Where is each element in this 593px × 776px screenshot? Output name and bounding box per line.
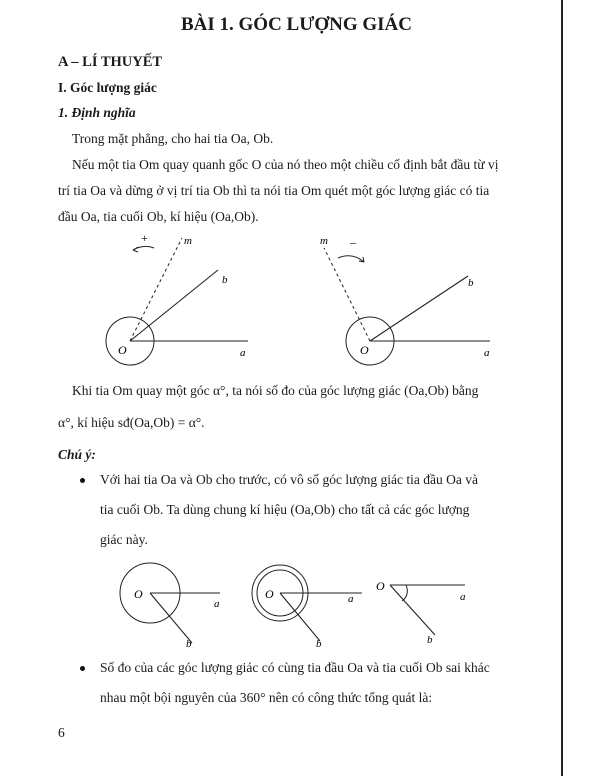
fig3-o3-label: O	[376, 579, 385, 593]
figure-negative-angle	[320, 228, 500, 368]
fig3-a2-label: a	[348, 593, 354, 605]
page-number: 6	[58, 725, 65, 740]
bullet-2-line-2: nhau một bội nguyên của 360° nên có công thức tổng quát là:	[100, 690, 433, 705]
paragraph-intro: Trong mặt phẳng, cho hai tia Oa, Ob.	[72, 131, 274, 146]
fig3-b3-label: b	[427, 634, 433, 646]
fig3-a1-label: a	[214, 598, 220, 610]
bullet-1-marker	[80, 478, 85, 483]
bullet-1-line-2: tia cuối Ob. Ta dùng chung kí hiệu (Oa,Ob) cho tất cả các góc lượng	[100, 502, 470, 517]
section-heading-i: I. Góc lượng giác	[58, 80, 157, 95]
fig3-o2-label: O	[265, 587, 274, 601]
page-right-border	[561, 0, 563, 776]
section-heading-a: A – LÍ THUYẾT	[58, 54, 163, 70]
subsection-heading-definition: 1. Định nghĩa	[58, 105, 136, 120]
fig3-a3-label: a	[460, 591, 466, 603]
page-title: BÀI 1. GÓC LƯỢNG GIÁC	[180, 14, 412, 35]
fig3-o1-label: O	[134, 587, 143, 601]
fig2-m-label: m	[320, 235, 328, 247]
paragraph-definition-line-2: trí tia Oa và dừng ở vị trí tia Ob thì ta nói tia Om quét một góc lượng giác có tia	[58, 183, 490, 198]
fig1-o-label: O	[118, 343, 127, 357]
fig3-b1-label: b	[186, 638, 192, 650]
fig2-minus-label: –	[350, 235, 356, 249]
fig1-plus-label: +	[141, 231, 148, 245]
paragraph-definition-line-3: đầu Oa, tia cuối Ob, kí hiệu (Oa,Ob).	[58, 209, 259, 224]
fig1-b-label: b	[222, 274, 228, 286]
figure-positive-angle	[100, 228, 260, 368]
bullet-2-marker	[80, 666, 85, 671]
paragraph-definition-line-1: Nếu một tia Om quay quanh gốc O của nó theo một chiều cố định bắt đầu từ vị	[72, 157, 499, 172]
note-heading: Chú ý:	[58, 447, 96, 462]
bullet-1-line-3: giác này.	[100, 532, 148, 547]
fig3-b2-label: b	[316, 638, 322, 650]
paragraph-measure-line-2: α°, kí hiệu sđ(Oa,Ob) = α°.	[58, 415, 205, 430]
fig2-a-label: a	[484, 347, 490, 359]
bullet-1-line-1: Với hai tia Oa và Ob cho trước, có vô số góc lượng giác tia đầu Oa và	[100, 472, 478, 487]
paragraph-measure-line-1: Khi tia Om quay một góc α°, ta nói số đo của góc lượng giác (Oa,Ob) bằng	[72, 383, 479, 398]
fig2-o-label: O	[360, 343, 369, 357]
bullet-2-line-1: Số đo của các góc lượng giác có cùng tia đầu Oa và tia cuối Ob sai khác	[100, 660, 490, 675]
fig2-b-label: b	[468, 277, 474, 289]
fig1-a-label: a	[240, 347, 246, 359]
fig1-m-label: m	[184, 235, 192, 247]
figure-coterminal-angles	[110, 555, 480, 655]
